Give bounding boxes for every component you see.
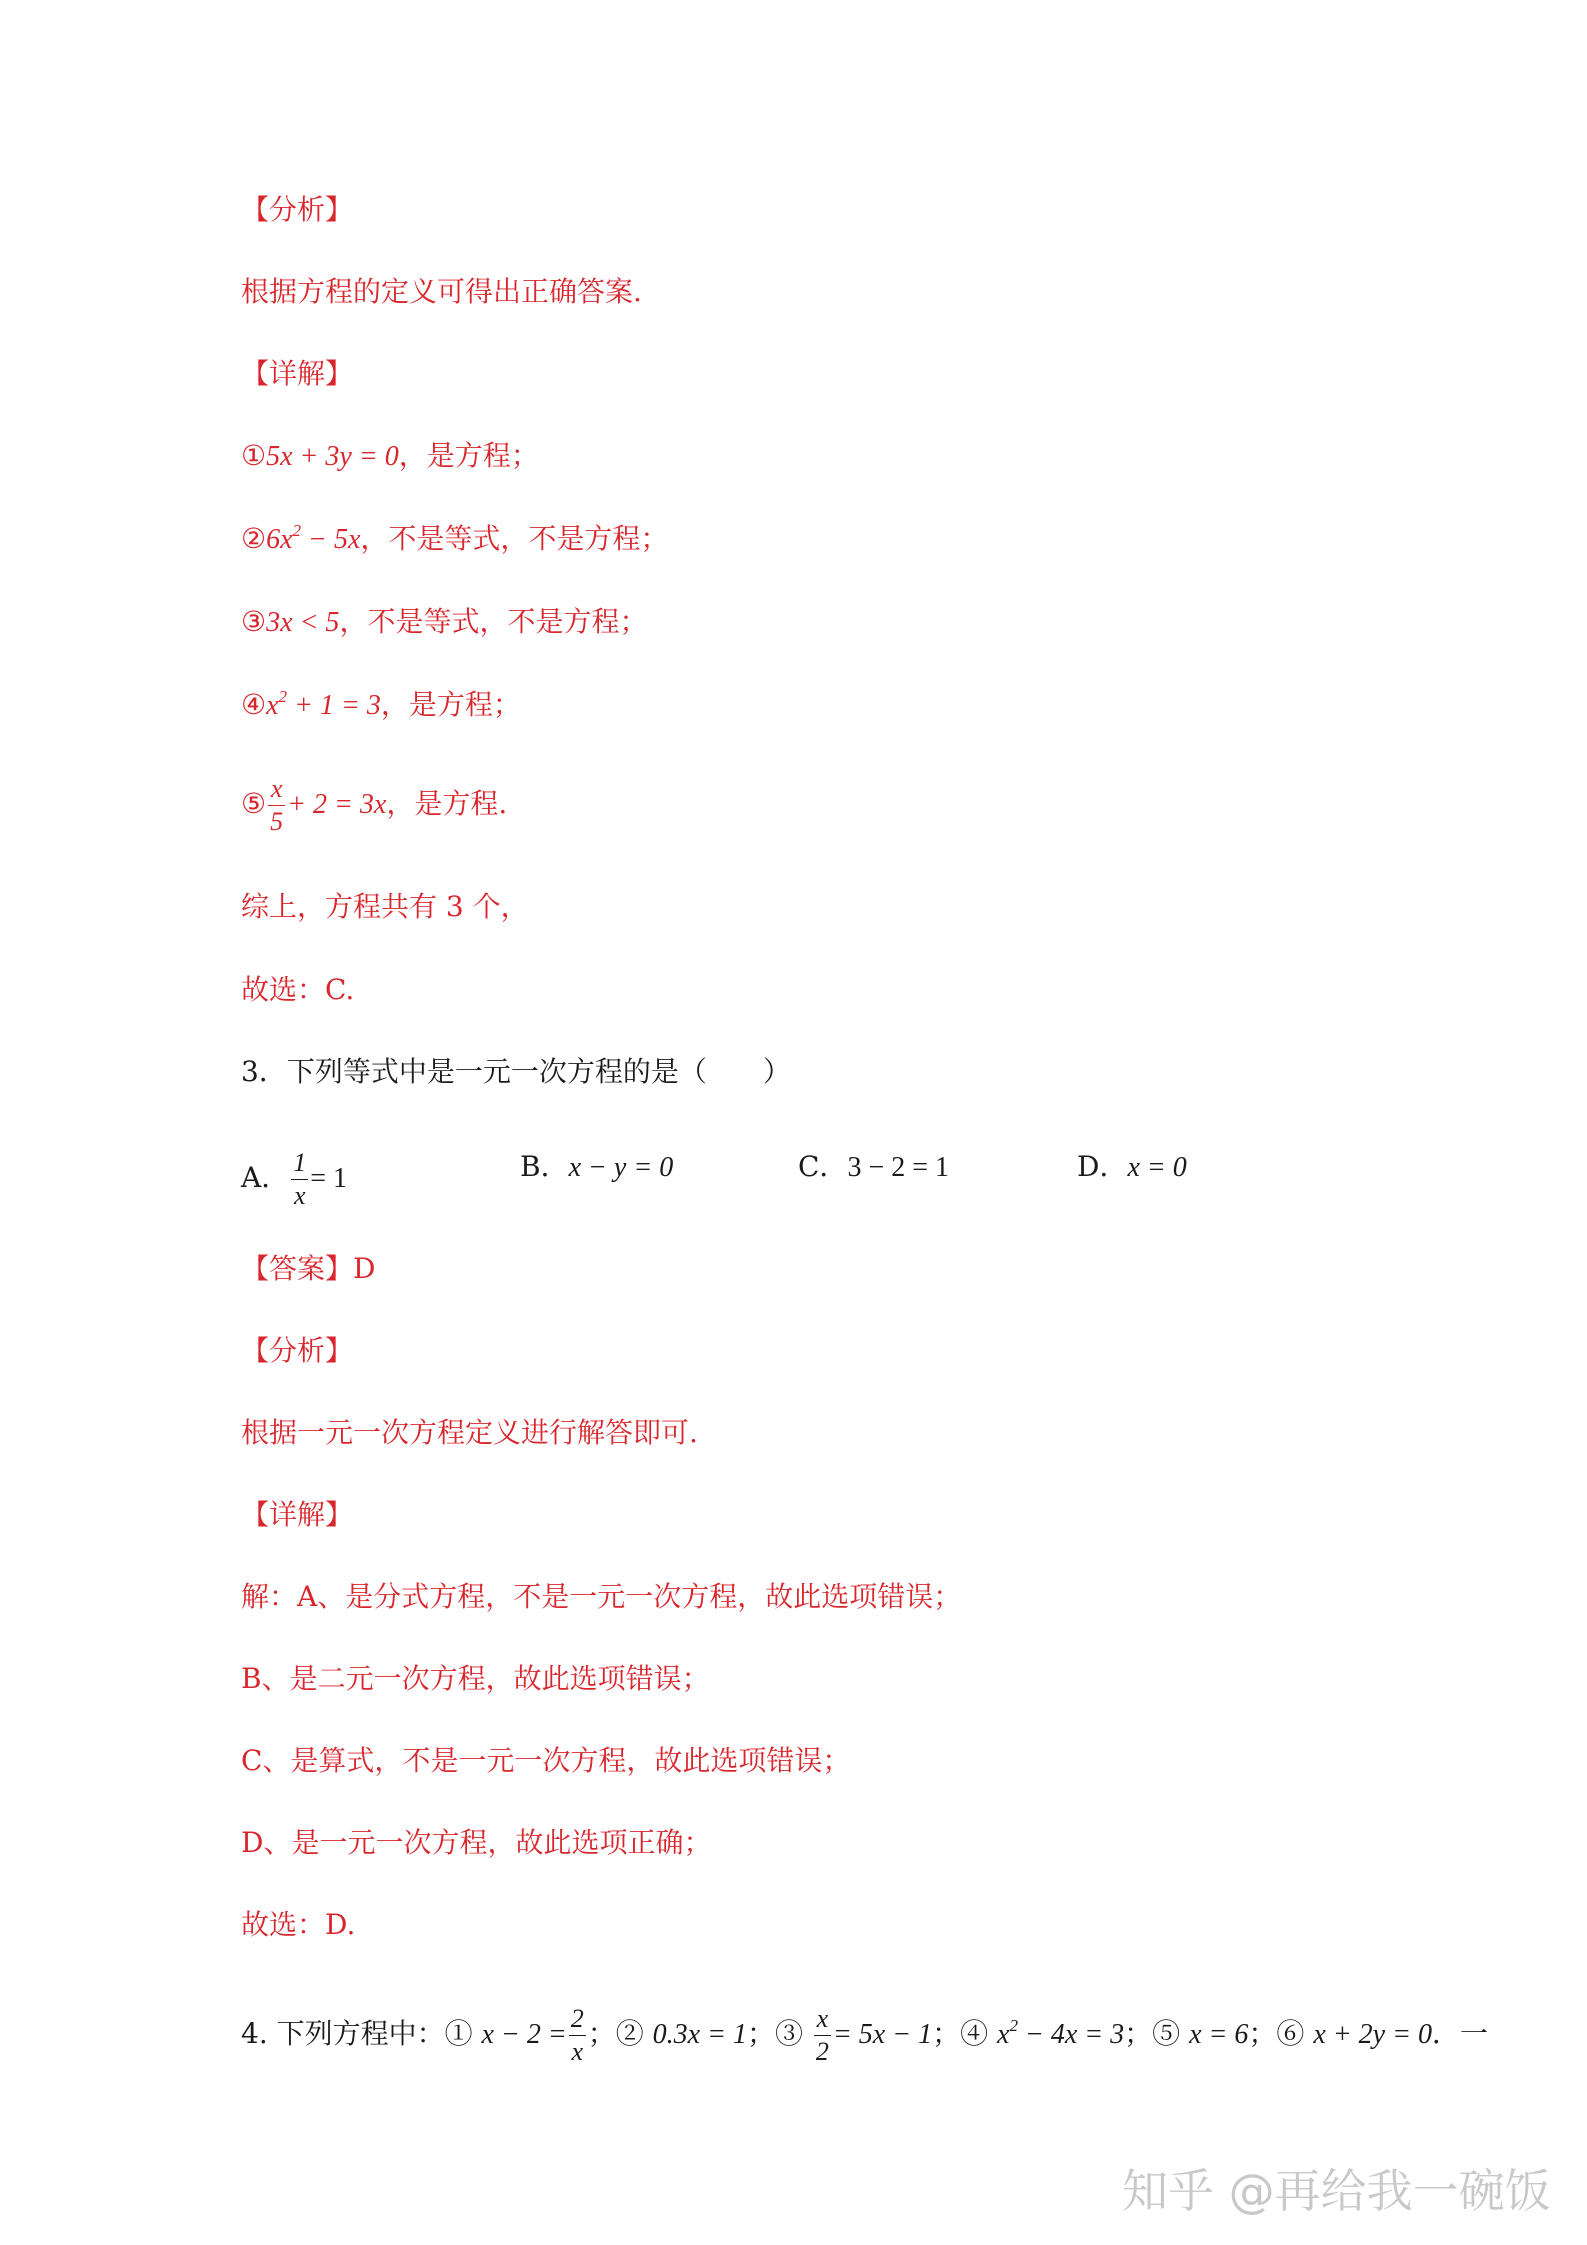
item-marker: ⑤ xyxy=(241,787,267,820)
q2-item-4 xyxy=(241,688,521,723)
q3-analysis-text: 根据一元一次方程定义进行解答即可. xyxy=(241,1416,698,1449)
item-text: ，是方程. xyxy=(386,787,508,820)
q2-detail-heading: 【详解】 xyxy=(241,357,354,390)
item-marker: ④ xyxy=(241,688,267,721)
math-expression: $6x^2 - 5x$ xyxy=(266,521,361,555)
q2-choice: 故选：C. xyxy=(241,973,355,1006)
item-marker: ③ xyxy=(241,605,267,638)
item-marker: ① xyxy=(241,439,267,472)
fraction: $\frac{x}{2}$ xyxy=(815,2004,829,2066)
q3-detail-line: C、是算式，不是一元一次方程，故此选项错误； xyxy=(241,1744,851,1777)
q3-detail-heading: 【详解】 xyxy=(241,1498,354,1531)
q3-detail-line: 解：A、是分式方程，不是一元一次方程，故此选项错误； xyxy=(241,1580,962,1613)
fraction: $\frac{x}{5}$ xyxy=(270,774,284,836)
item-text: ，不是等式，不是方程； xyxy=(339,605,648,638)
q3-detail-line: 故选：D. xyxy=(241,1908,356,1941)
watermark: 知乎 @再给我一碗饭 xyxy=(1122,2164,1551,2218)
q4-stem: 4. 下列方程中：① x − 2 = $\frac{2}{x}$ ；② 0.3x = 1；③ $\frac{x}{2}$ = 5x − 1；④ $x^2 - 4x = 3$；⑤ x = 6；⑥ x + 2y = 0．一 xyxy=(241,2004,1488,2066)
q3-answer: 【答案】D xyxy=(241,1252,376,1285)
q2-summary: 综上，方程共有 3 个， xyxy=(241,890,529,923)
math-expression: 5x + 3y = 0 xyxy=(266,441,399,472)
item-text: ，是方程； xyxy=(380,688,521,721)
q3-option-a: A． $\frac{1}{x}$ = 1 xyxy=(241,1148,348,1210)
q3-detail-line: D、是一元一次方程，故此选项正确； xyxy=(241,1826,712,1859)
q3-option-b: B．x − y = 0 xyxy=(520,1150,674,1183)
item-marker: ② xyxy=(241,522,267,555)
q3-option-c: C．3 − 2 = 1 xyxy=(798,1150,950,1183)
math-expression: $x^2 + 1 = 3$ xyxy=(266,687,381,721)
math-expression: 3x < 5 xyxy=(266,607,340,638)
q2-item-2 xyxy=(241,522,668,557)
q2-analysis-text: 根据方程的定义可得出正确答案. xyxy=(241,275,642,308)
q3-stem: 3．下列等式中是一元一次方程的是（ ） xyxy=(241,1055,791,1088)
fraction: $\frac{1}{x}$ xyxy=(293,1148,307,1210)
item-text: ，是方程； xyxy=(398,439,539,472)
math-expression: + 2 = 3x xyxy=(287,789,387,820)
q3-detail-line: B、是二元一次方程，故此选项错误； xyxy=(241,1662,710,1695)
q2-item-5 xyxy=(241,776,507,835)
q3-analysis-heading: 【分析】 xyxy=(241,1334,354,1367)
q2-item-1 xyxy=(241,439,539,474)
q2-analysis-heading: 【分析】 xyxy=(241,193,354,226)
q2-item-3 xyxy=(241,605,647,640)
q3-option-d: D．x = 0 xyxy=(1077,1150,1187,1183)
item-text: ，不是等式，不是方程； xyxy=(360,522,669,555)
fraction: $\frac{2}{x}$ xyxy=(570,2004,584,2066)
